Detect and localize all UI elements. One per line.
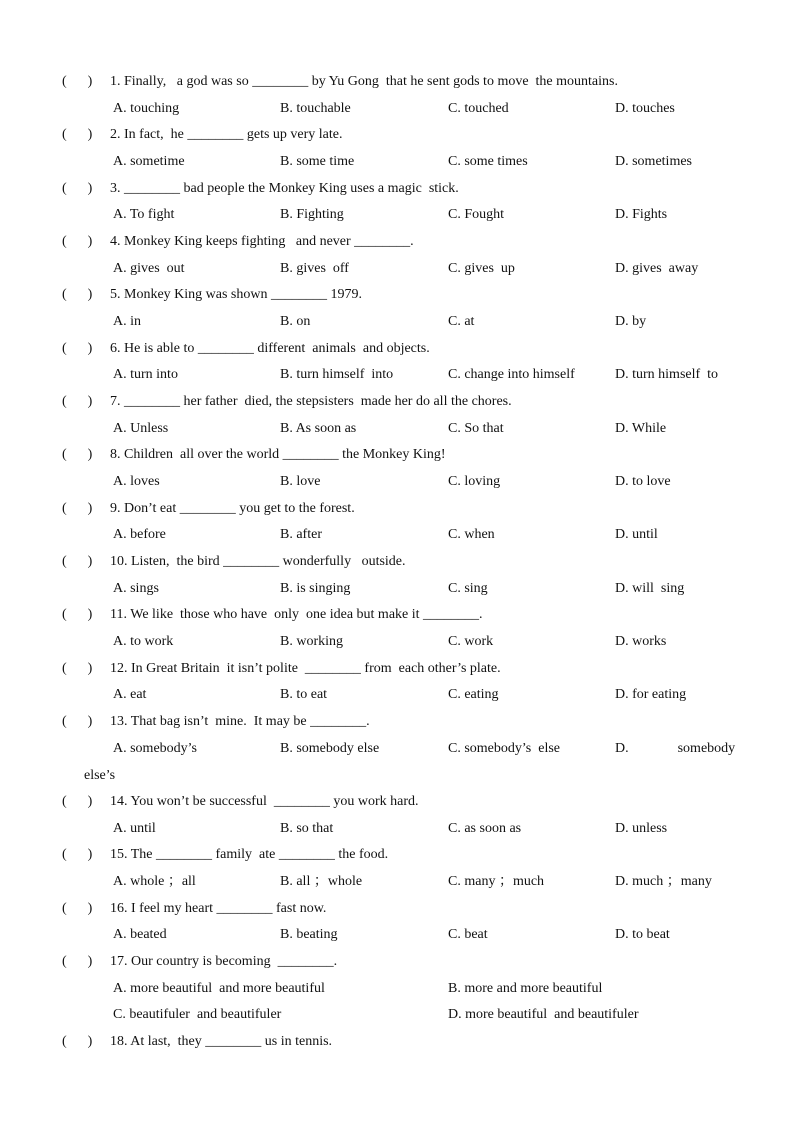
answer-option[interactable]: B. all ；whole — [280, 874, 363, 889]
question-stem-row — [62, 846, 388, 864]
answer-option[interactable]: A. beated — [113, 927, 167, 942]
answer-option[interactable]: B. after — [280, 527, 322, 542]
question-stem: 6. He is able to ________ different animals and objects. — [110, 341, 430, 356]
answer-option[interactable]: C. gives up — [448, 261, 515, 276]
answer-paren[interactable]: ( ) — [62, 447, 93, 462]
answer-option[interactable]: C. sing — [448, 581, 488, 596]
answer-paren[interactable]: ( ) — [62, 74, 93, 89]
answer-option[interactable]: D. touches — [615, 101, 675, 116]
answer-option[interactable]: B. is singing — [280, 581, 351, 596]
answer-option[interactable]: C. somebody’s else — [448, 741, 560, 756]
question-stem-row — [62, 446, 446, 464]
answer-paren[interactable]: ( ) — [62, 234, 93, 249]
answer-option[interactable]: A. touching — [113, 101, 180, 116]
answer-option[interactable]: D. works — [615, 634, 667, 649]
answer-option[interactable]: D. for eating — [615, 687, 687, 702]
answer-paren[interactable]: ( ) — [62, 661, 93, 676]
answer-option[interactable]: A. turn into — [113, 367, 178, 382]
question-stem-row — [62, 340, 430, 358]
answer-paren[interactable]: ( ) — [62, 794, 93, 809]
answer-option[interactable]: D. sometimes — [615, 154, 692, 169]
answer-option[interactable]: A. more beautiful and more beautiful — [113, 981, 325, 996]
answer-option[interactable]: D. unless — [615, 821, 668, 836]
answer-option[interactable]: A. in — [113, 314, 141, 329]
answer-option[interactable]: C. change into himself — [448, 367, 575, 382]
question-stem-row — [62, 180, 459, 198]
answer-option[interactable]: A. whole ；all — [113, 874, 196, 889]
question-stem-row — [62, 1033, 332, 1051]
answer-option[interactable]: A. somebody’s — [113, 741, 197, 756]
answer-paren[interactable]: ( ) — [62, 847, 93, 862]
question-stem: 18. At last, they ________ us in tennis. — [110, 1034, 333, 1049]
answer-paren[interactable]: ( ) — [62, 287, 93, 302]
answer-paren[interactable]: ( ) — [62, 181, 93, 196]
question-stem-row — [62, 953, 337, 971]
question-stem-row — [62, 553, 406, 571]
question-stem-row — [62, 233, 414, 251]
answer-option[interactable]: C. So that — [448, 421, 504, 436]
answer-option[interactable]: D. somebody — [615, 741, 736, 756]
question-stem-row — [62, 793, 419, 811]
answer-option[interactable]: B. some time — [280, 154, 355, 169]
question-stem: 4. Monkey King keeps fighting and never ________. — [110, 234, 414, 249]
answer-option[interactable]: A. sometime — [113, 154, 185, 169]
answer-paren[interactable]: ( ) — [62, 394, 93, 409]
question-stem-row — [62, 126, 343, 144]
answer-option[interactable]: C. eating — [448, 687, 499, 702]
answer-option[interactable]: D. Fights — [615, 207, 668, 222]
answer-option[interactable]: B. more and more beautiful — [448, 981, 603, 996]
question-stem-row — [62, 660, 501, 678]
question-stem: 16. I feel my heart ________ fast now. — [110, 901, 327, 916]
answer-option[interactable]: C. many ；much — [448, 874, 545, 889]
answer-option[interactable]: D. turn himself to — [615, 367, 719, 382]
answer-paren[interactable]: ( ) — [62, 954, 93, 969]
question-stem-row — [62, 73, 618, 91]
answer-option[interactable]: C. at — [448, 314, 475, 329]
question-stem-row — [62, 713, 370, 731]
question-stem: 2. In fact, he ________ gets up very late. — [110, 127, 343, 142]
answer-option[interactable]: D. will sing — [615, 581, 685, 596]
answer-option[interactable]: C. Fought — [448, 207, 505, 222]
question-stem: 5. Monkey King was shown ________ 1979. — [110, 287, 362, 302]
question-stem: 9. Don’t eat ________ you get to the forest. — [110, 501, 355, 516]
question-stem: 1. Finally, a god was so ________ by Yu Gong that he sent gods to move the mountains. — [110, 74, 618, 89]
question-stem: 13. That bag isn’t mine. It may be ________. — [110, 714, 370, 729]
answer-option[interactable]: A. To fight — [113, 207, 175, 222]
answer-option[interactable]: D. more beautiful and beautifuler — [448, 1007, 639, 1022]
answer-option[interactable]: D. much ；many — [615, 874, 712, 889]
answer-option[interactable]: B. gives off — [280, 261, 349, 276]
answer-option[interactable]: A. to work — [113, 634, 174, 649]
answer-option[interactable]: B. somebody else — [280, 741, 380, 756]
answer-option[interactable]: B. working — [280, 634, 343, 649]
question-stem: 11. We like those who have only one idea but make it ________. — [110, 607, 483, 622]
answer-option[interactable]: B. touchable — [280, 101, 351, 116]
answer-option[interactable]: B. so that — [280, 821, 334, 836]
answer-option[interactable]: C. when — [448, 527, 495, 542]
answer-option[interactable]: B. Fighting — [280, 207, 344, 222]
question-stem: 12. In Great Britain it isn’t polite ________ from each other’s plate. — [110, 661, 501, 676]
answer-option[interactable]: C. beat — [448, 927, 488, 942]
answer-option[interactable]: A. loves — [113, 474, 160, 489]
answer-paren[interactable]: ( ) — [62, 127, 93, 142]
answer-paren[interactable]: ( ) — [62, 714, 93, 729]
answer-paren[interactable]: ( ) — [62, 901, 93, 916]
answer-option[interactable]: A. gives out — [113, 261, 185, 276]
answer-option[interactable]: C. work — [448, 634, 494, 649]
answer-option[interactable]: A. until — [113, 821, 156, 836]
question-stem-row — [62, 900, 326, 918]
question-stem: 3. ________ bad people the Monkey King uses a magic stick. — [110, 181, 459, 196]
answer-option[interactable]: A. before — [113, 527, 166, 542]
answer-option[interactable]: B. to eat — [280, 687, 328, 702]
answer-option[interactable]: B. love — [280, 474, 321, 489]
answer-paren[interactable]: ( ) — [62, 554, 93, 569]
answer-option[interactable]: C. touched — [448, 101, 509, 116]
answer-option[interactable]: C. loving — [448, 474, 501, 489]
question-stem-row — [62, 606, 483, 624]
question-stem: 14. You won’t be successful ________ you work hard. — [110, 794, 419, 809]
answer-option[interactable]: B. turn himself into — [280, 367, 394, 382]
answer-option[interactable]: D. gives away — [615, 261, 699, 276]
question-stem-row — [62, 500, 355, 518]
question-stem-row — [62, 393, 512, 411]
answer-option[interactable]: A. eat — [113, 687, 147, 702]
question-stem: 10. Listen, the bird ________ wonderfully outside. — [110, 554, 406, 569]
question-stem: 17. Our country is becoming ________. — [110, 954, 338, 969]
question-stem: 15. The ________ family ate ________ the food. — [110, 847, 389, 862]
answer-option[interactable]: C. beautifuler and beautifuler — [113, 1007, 282, 1022]
question-stem: 8. Children all over the world ________ the Monkey King! — [110, 447, 446, 462]
option-continuation: else’s — [84, 768, 116, 783]
answer-option[interactable]: C. as soon as — [448, 821, 522, 836]
answer-option[interactable]: D. until — [615, 527, 658, 542]
answer-paren[interactable]: ( ) — [62, 607, 93, 622]
answer-option[interactable]: B. on — [280, 314, 311, 329]
answer-option[interactable]: A. Unless — [113, 421, 169, 436]
answer-option[interactable]: C. some times — [448, 154, 528, 169]
answer-option[interactable]: D. While — [615, 421, 667, 436]
answer-option[interactable]: B. beating — [280, 927, 338, 942]
answer-option[interactable]: D. by — [615, 314, 647, 329]
answer-option[interactable]: D. to beat — [615, 927, 670, 942]
question-stem-row — [62, 286, 362, 304]
answer-option[interactable]: B. As soon as — [280, 421, 357, 436]
answer-paren[interactable]: ( ) — [62, 1034, 93, 1049]
answer-option[interactable]: A. sings — [113, 581, 159, 596]
answer-paren[interactable]: ( ) — [62, 341, 93, 356]
answer-option[interactable]: D. to love — [615, 474, 671, 489]
question-stem: 7. ________ her father died, the stepsisters made her do all the chores. — [110, 394, 512, 409]
answer-paren[interactable]: ( ) — [62, 501, 93, 516]
